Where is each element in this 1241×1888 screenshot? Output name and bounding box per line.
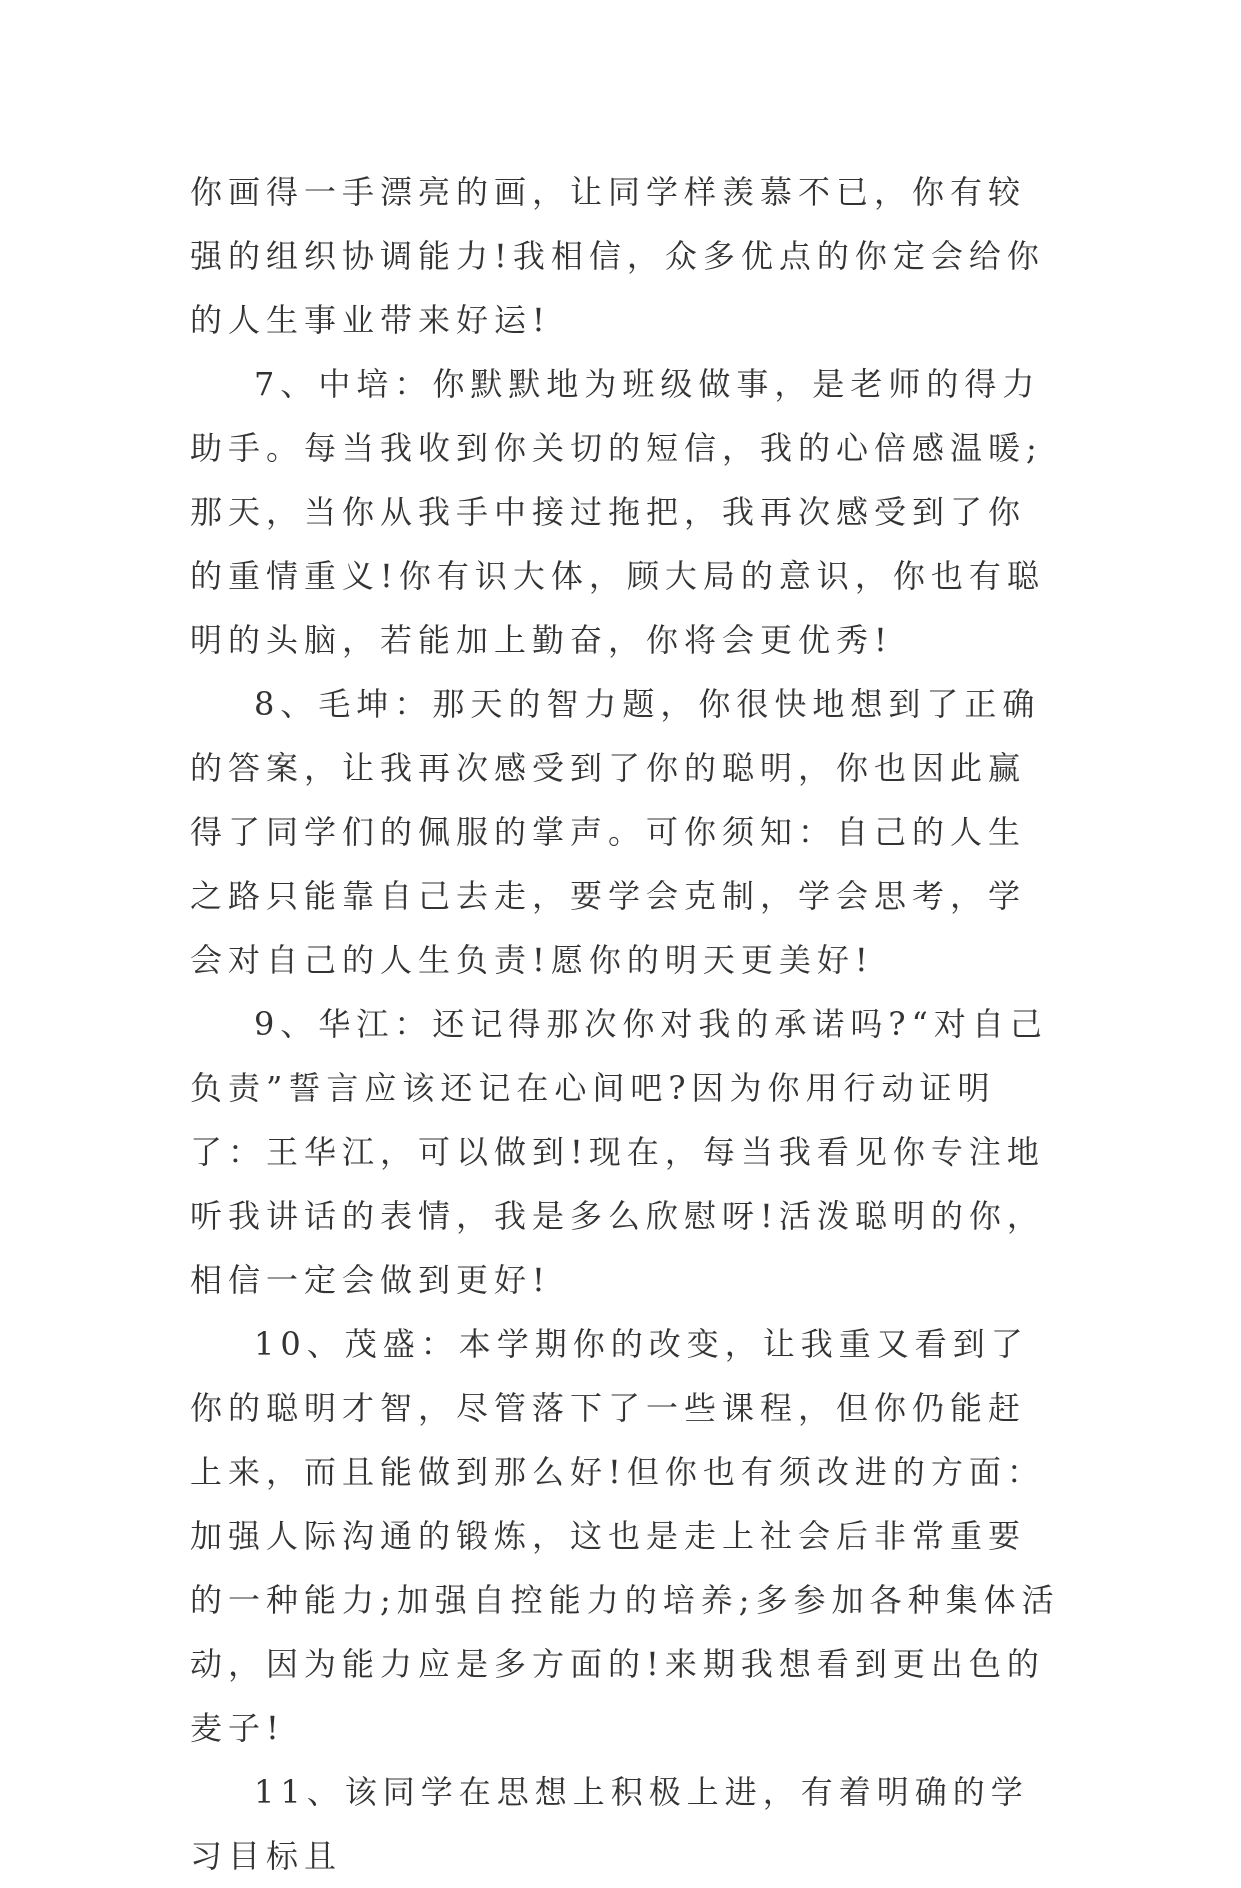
paragraph: 7、中培：你默默地为班级做事，是老师的得力助手。每当我收到你关切的短信，我的心倍感温暖;那天，当你从我手中接过拖把，我再次感受到了你的重情重义!你有识大体，顾大局的意识，你也有聪明的头脑，若能加上勤奋，你将会更优秀!: [190, 365, 1045, 659]
paragraph: 9、华江：还记得那次你对我的承诺吗?“对自己负责”誓言应该还记在心间吧?因为你用行动证明了：王华江，可以做到!现在，每当我看见你专注地听我讲话的表情，我是多么欣慰呀!活泼聪明的你，相信一定会做到更好!: [190, 1005, 1048, 1299]
paragraph: 10、茂盛：本学期你的改变，让我重又看到了你的聪明才智，尽管落下了一些课程，但你仍能赶上来，而且能做到那么好!但你也有须改进的方面：加强人际沟通的锻炼，这也是走上社会后非常重要的一种能力;加强自控能力的培养;多参加各种集体活动，因为能力应是多方面的!来期我想看到更出色的麦子!: [190, 1325, 1060, 1747]
paragraph: 你画得一手漂亮的画，让同学样羡慕不已，你有较强的组织协调能力!我相信，众多优点的你定会给你的人生事业带来好运!: [190, 173, 1045, 339]
paragraph: 11、该同学在思想上积极上进，有着明确的学习目标且: [190, 1773, 1029, 1875]
document-body: [190, 160, 1060, 1888]
paragraph: 8、毛坤：那天的智力题，你很快地想到了正确的答案，让我再次感受到了你的聪明，你也因此赢得了同学们的佩服的掌声。可你须知：自己的人生之路只能靠自己去走，要学会克制，学会思考，学会对自己的人生负责!愿你的明天更美好!: [190, 685, 1041, 979]
